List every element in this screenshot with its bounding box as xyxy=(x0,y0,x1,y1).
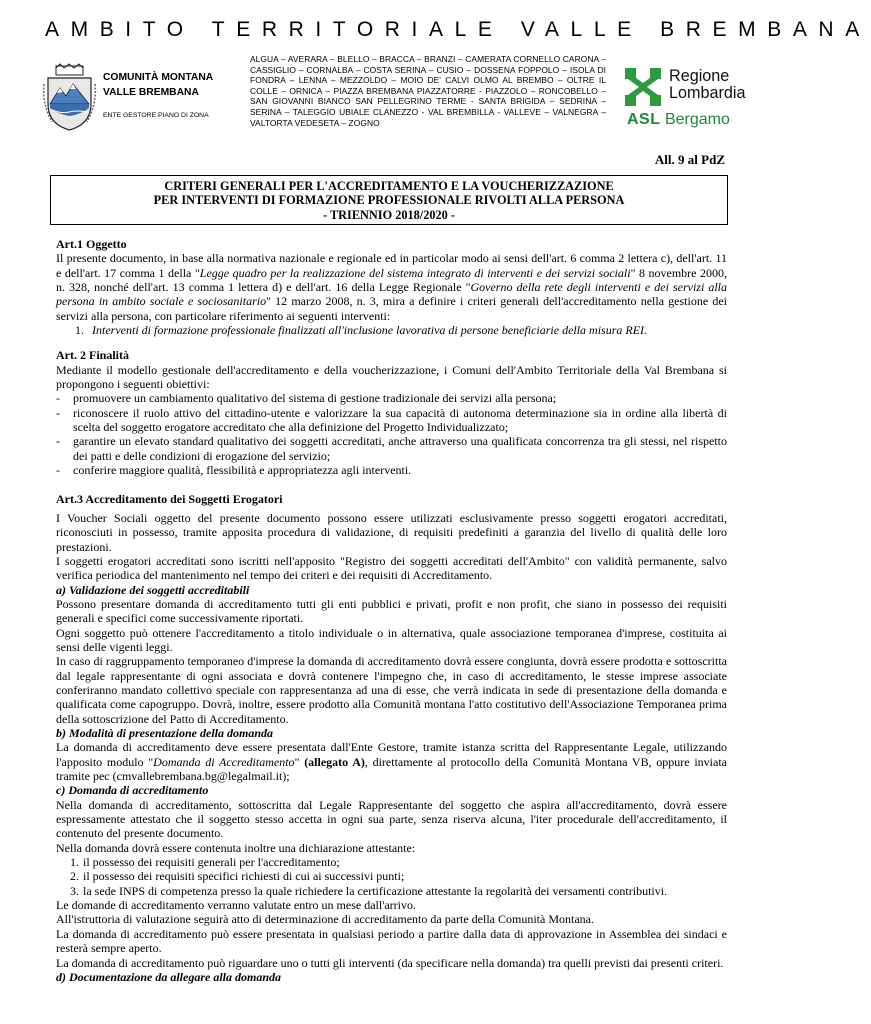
form-name: Domanda di Accreditamento xyxy=(153,754,295,769)
art3-section-d-heading: d) Documentazione da allegare alla domanda xyxy=(56,969,281,984)
art3-paragraph-2: I soggetti erogatori accreditati sono iscritti nell'apposito "Registro dei soggetti accreditati dell'Ambito" con validità permanente, salvo verifica periodica del mantenimento nel tempo dei criteri e dei requisiti di Accreditamento. xyxy=(56,553,727,583)
allegato-a-ref: (allegato A) xyxy=(304,754,365,769)
art1-item-number: 1. xyxy=(75,323,84,338)
comunita-montana-crest-icon xyxy=(42,64,97,132)
art3-section-a-heading: a) Validazione dei soggetti accreditabili xyxy=(56,582,250,597)
item-number: 1. xyxy=(70,855,79,870)
item-number: 2. xyxy=(70,869,79,884)
document-title-box xyxy=(50,175,728,225)
art1-list-item xyxy=(56,323,727,337)
list-item xyxy=(56,884,727,898)
allegato-label: All. 9 al PdZ xyxy=(654,152,725,167)
art3-c-declaration-list xyxy=(56,855,727,898)
org-subtitle: ENTE GESTORE PIANO DI ZONA xyxy=(103,112,209,119)
art2-paragraph: Mediante il modello gestionale dell'accreditamento e della voucherizzazione, i Comuni dell'Ambito Territoriale della Val Brembana si propongono i seguenti obiettivi: xyxy=(56,362,727,392)
art1-item-text: Interventi di formazione professionale finalizzati all'inclusione lavorativa di persone beneficiarie della misura REI. xyxy=(92,323,648,338)
title-line2: PER INTERVENTI DI FORMAZIONE PROFESSIONALE RIVOLTI ALLA PERSONA xyxy=(153,193,625,208)
list-item: - riconoscere il ruolo attivo del cittadino-utente e valorizzare la sua capacità di autonoma determinazione sia in ordine alla libertà di scelta del soggetto erogatore accreditato che alla definizione del Progetto Individualizzato; xyxy=(56,406,727,435)
asl-bergamo-label xyxy=(627,111,730,129)
asl-city-label: Bergamo xyxy=(664,111,730,128)
item-text: il possesso dei requisiti specifici richiesti di cui ai successivi punti; xyxy=(83,869,405,884)
art3-a-paragraph-1: Possono presentare domanda di accreditamento tutti gli enti pubblici e privati, profit e non profit, che siano in possesso dei requisiti generali e specifici come successivamente riportati. xyxy=(56,596,727,626)
item-text: la sede INPS di competenza presso la quale richiedere la certificazione attestante la regolarità dei versamenti contributivi. xyxy=(83,883,668,898)
item-text: il possesso dei requisiti generali per l'accreditamento; xyxy=(83,855,340,870)
art3-a-paragraph-2: Ogni soggetto può ottenere l'accreditamento a titolo individuale o in alternativa, quale associazione temporanea d'imprese, costituita ai sensi delle vigenti leggi. xyxy=(56,625,727,654)
art1-text-b: " 8 novembre 2000, n. 328, nonché dell'art. 13 comma 1 lettera d) e dell'art. 16 della Legge Regionale " xyxy=(56,265,727,295)
spacer xyxy=(56,478,727,492)
region-line1: Regione xyxy=(669,67,730,85)
spacer xyxy=(56,337,727,348)
regione-lombardia-logo-icon xyxy=(625,68,661,106)
art3-c-paragraph-5: La domanda di accreditamento può essere presentata in qualsiasi periodo a partire dalla data di approvazione in Assemblea dei sindaci e resterà sempre aperto. xyxy=(56,926,727,956)
title-line3: - TRIENNIO 2018/2020 - xyxy=(323,207,455,222)
regione-lombardia-label xyxy=(669,68,746,101)
art2-heading: Art. 2 Finalità xyxy=(56,348,129,363)
list-item xyxy=(56,855,727,869)
art1-heading: Art.1 Oggetto xyxy=(56,237,127,251)
organization-name xyxy=(103,71,238,100)
org-line2: VALLE BREMBANA xyxy=(103,86,199,98)
art3-section-b-heading: b) Modalità di presentazione della domanda xyxy=(56,726,274,740)
art3-c-paragraph-4: All'istruttoria di valutazione seguirà atto di determinazione di accreditamento da parte della Comunità Montana. xyxy=(56,912,594,927)
list-item: - garantire un elevato standard qualitativo dei soggetti accreditati, anche attraverso una qualificata concorrenza tra gli stessi, nel rispetto dei patti e delle condizioni di erogazione del servizio; xyxy=(56,434,727,463)
art2-objectives-list xyxy=(56,391,727,477)
art1-law-regional: Governo della rete degli interventi e dei servizi alla persona in ambito sociale e sociosanitario xyxy=(56,280,728,309)
item-number: 3. xyxy=(70,883,79,898)
art3-a-paragraph-3: In caso di raggruppamento temporaneo d'imprese la domanda di accreditamento dovrà essere congiunta, dovrà essere prodotta e sottoscritta dal legale rappresentante di ogni associata e dovrà contenere l'impegno che, in caso di accreditamento, le stesse imprese associate conferiranno mandato collettivo speciale con rappresentanza ad una di esse, che verrà indicata in sede di presentazione della domanda e qualificata come capogruppo. Dovrà, inoltre, essere prodotto alla Comunità montana l'atto costitutivo dell'Associazione Temporanea prima della sottoscrizione del Patto di Accreditamento. xyxy=(56,654,727,726)
title-line1: CRITERI GENERALI PER L'ACCREDITAMENTO E LA VOUCHERIZZAZIONE xyxy=(164,179,614,193)
art1-paragraph xyxy=(56,251,727,323)
asl-label: ASL xyxy=(627,111,661,128)
b-text-a: La domanda di accreditamento deve essere presentata dall'Ente Gestore, tramite istanza scritta del Rappresentante Legale, utilizzando l'apposito modulo " xyxy=(56,740,727,769)
art3-heading: Art.3 Accreditamento dei Soggetti Erogatori xyxy=(56,491,283,506)
art3-paragraph-1: I Voucher Sociali oggetto del presente documento possono essere utilizzati esclusivamente presso soggetti erogatori accreditati, riconosciuti in possesso, tramite apposita procedura di validazione, di requisiti predefiniti a garanzia del livello di qualità delle loro prestazioni. xyxy=(56,510,727,554)
b-text-c: , direttamente al protocollo della Comunità Montana VB, oppure inviata tramite pec (cmvallebrembana.bg@legalmail.it); xyxy=(56,754,727,784)
list-item: - conferire maggiore qualità, flessibilità e appropriatezza agli interventi. xyxy=(56,463,727,477)
municipalities-list: ALGUA – AVERARA – BLELLO – BRACCA – BRANZI – CAMERATA CORNELLO CARONA – CASSIGLIO – CORNALBA – COSTA SERINA – CUSIO – DOSSENA FOPPOLO – ISOLA DI FONDRA – LENNA – MEZZOLDO – MOIO DE' CALVI OLMO AL BREMBO – OLTRE IL COLLE – ORNICA – PIAZZA BREMBANA PIAZZATORRE - PIAZZOLO – RONCOBELLO – SAN GIOVANNI BIANCO SAN PELLEGRINO TERME - SANTA BRIGIDA – SEDRINA – SERINA – TALEGGIO UBIALE CLANEZZO - VAL BREMBILLA - VALLEVE – VALNEGRA – VALTORTA VEDESETA – ZOGNO xyxy=(250,54,606,128)
document-body xyxy=(56,237,727,984)
org-line1: COMUNITÀ MONTANA xyxy=(103,72,214,83)
art1-text-a: Il presente documento, in base alla normativa nazionale e regionale ed in particolar modo ai sensi dell'art. 6 comma 2 lettera c), dell'art. 11 e dell'art. 17 comma 1 della " xyxy=(56,251,727,280)
art3-c-paragraph-2: Nella domanda dovrà essere contenuta inoltre una dichiarazione attestante: xyxy=(56,840,416,855)
art3-b-paragraph xyxy=(56,740,727,783)
art3-c-paragraph-3: Le domande di accreditamento verranno valutate entro un mese dall'arrivo. xyxy=(56,898,417,913)
art3-c-paragraph-1: Nella domanda di accreditamento, sottoscritta dal Legale Rappresentante del soggetto che aspira all'accreditamento, dovrà essere espressamente attestato che il soggetto stesso accetta in ogni sua parte, senza riserva alcuna, l'iter procedurale dell'accreditamento, il contenuto del presente documento. xyxy=(56,797,727,841)
list-item: - promuovere un cambiamento qualitativo del sistema di gestione tradizionale dei servizi alla persona; xyxy=(56,391,727,405)
art1-text-c: " 12 marzo 2008, n. 3, mira a definire i criteri generali dell'accreditamento nella gestione dei servizi alla persona, con particolare riferimento ai seguenti interventi: xyxy=(56,294,727,323)
art3-section-c-heading: c) Domanda di accreditamento xyxy=(56,783,209,798)
art1-law-328: Legge quadro per la realizzazione del sistema integrato di interventi e dei servizi sociali xyxy=(199,265,631,280)
art3-c-paragraph-6: La domanda di accreditamento può riguardare uno o tutti gli interventi (da specificare nella domanda) tra quelli previsti dai presenti criteri. xyxy=(56,955,724,970)
list-item xyxy=(56,869,727,883)
b-text-b: " xyxy=(294,754,305,769)
region-line2: Lombardia xyxy=(669,83,746,102)
ambito-title: AMBITO TERRITORIALE VALLE BREMBANA xyxy=(45,18,871,41)
